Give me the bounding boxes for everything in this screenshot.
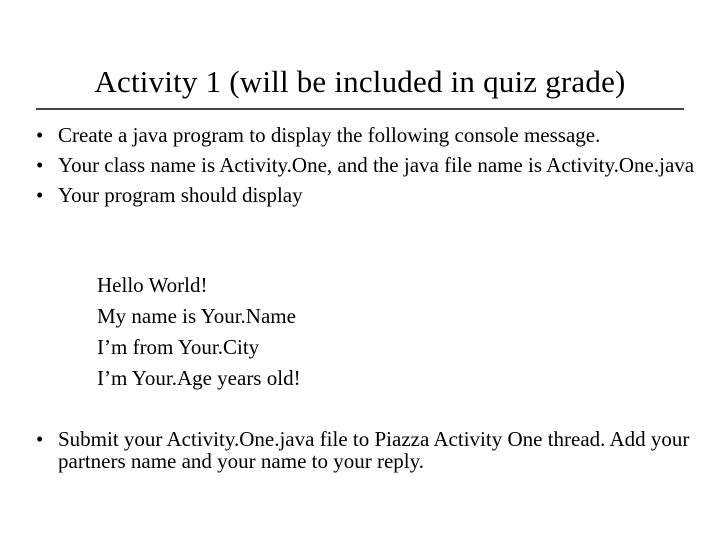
bullet-dot-icon: • bbox=[36, 427, 44, 451]
bullet-list bbox=[36, 124, 696, 214]
bullet-dot-icon: • bbox=[36, 153, 44, 177]
console-output-block bbox=[97, 270, 301, 394]
bullet-list-bottom bbox=[36, 428, 696, 480]
console-line: I’m from Your.City bbox=[97, 335, 260, 359]
console-line: I’m Your.Age years old! bbox=[97, 366, 301, 390]
slide-title: Activity 1 (will be included in quiz grade) bbox=[94, 64, 626, 99]
bullet-text: Your program should display bbox=[58, 183, 303, 207]
bullet-item bbox=[36, 154, 696, 176]
console-line: My name is Your.Name bbox=[97, 304, 296, 328]
bullet-item bbox=[36, 428, 696, 472]
title-divider bbox=[36, 108, 684, 110]
bullet-dot-icon: • bbox=[36, 183, 44, 207]
bullet-dot-icon: • bbox=[36, 123, 44, 147]
bullet-item bbox=[36, 184, 696, 206]
bullet-text: Submit your Activity.One.java file to Piazza Activity One thread. Add your partners name and your name to your reply. bbox=[58, 427, 690, 473]
bullet-text: Create a java program to display the following console message. bbox=[58, 123, 601, 147]
bullet-item bbox=[36, 124, 696, 146]
console-line: Hello World! bbox=[97, 273, 208, 297]
bullet-text: Your class name is Activity.One, and the java file name is Activity.One.java bbox=[58, 153, 695, 177]
